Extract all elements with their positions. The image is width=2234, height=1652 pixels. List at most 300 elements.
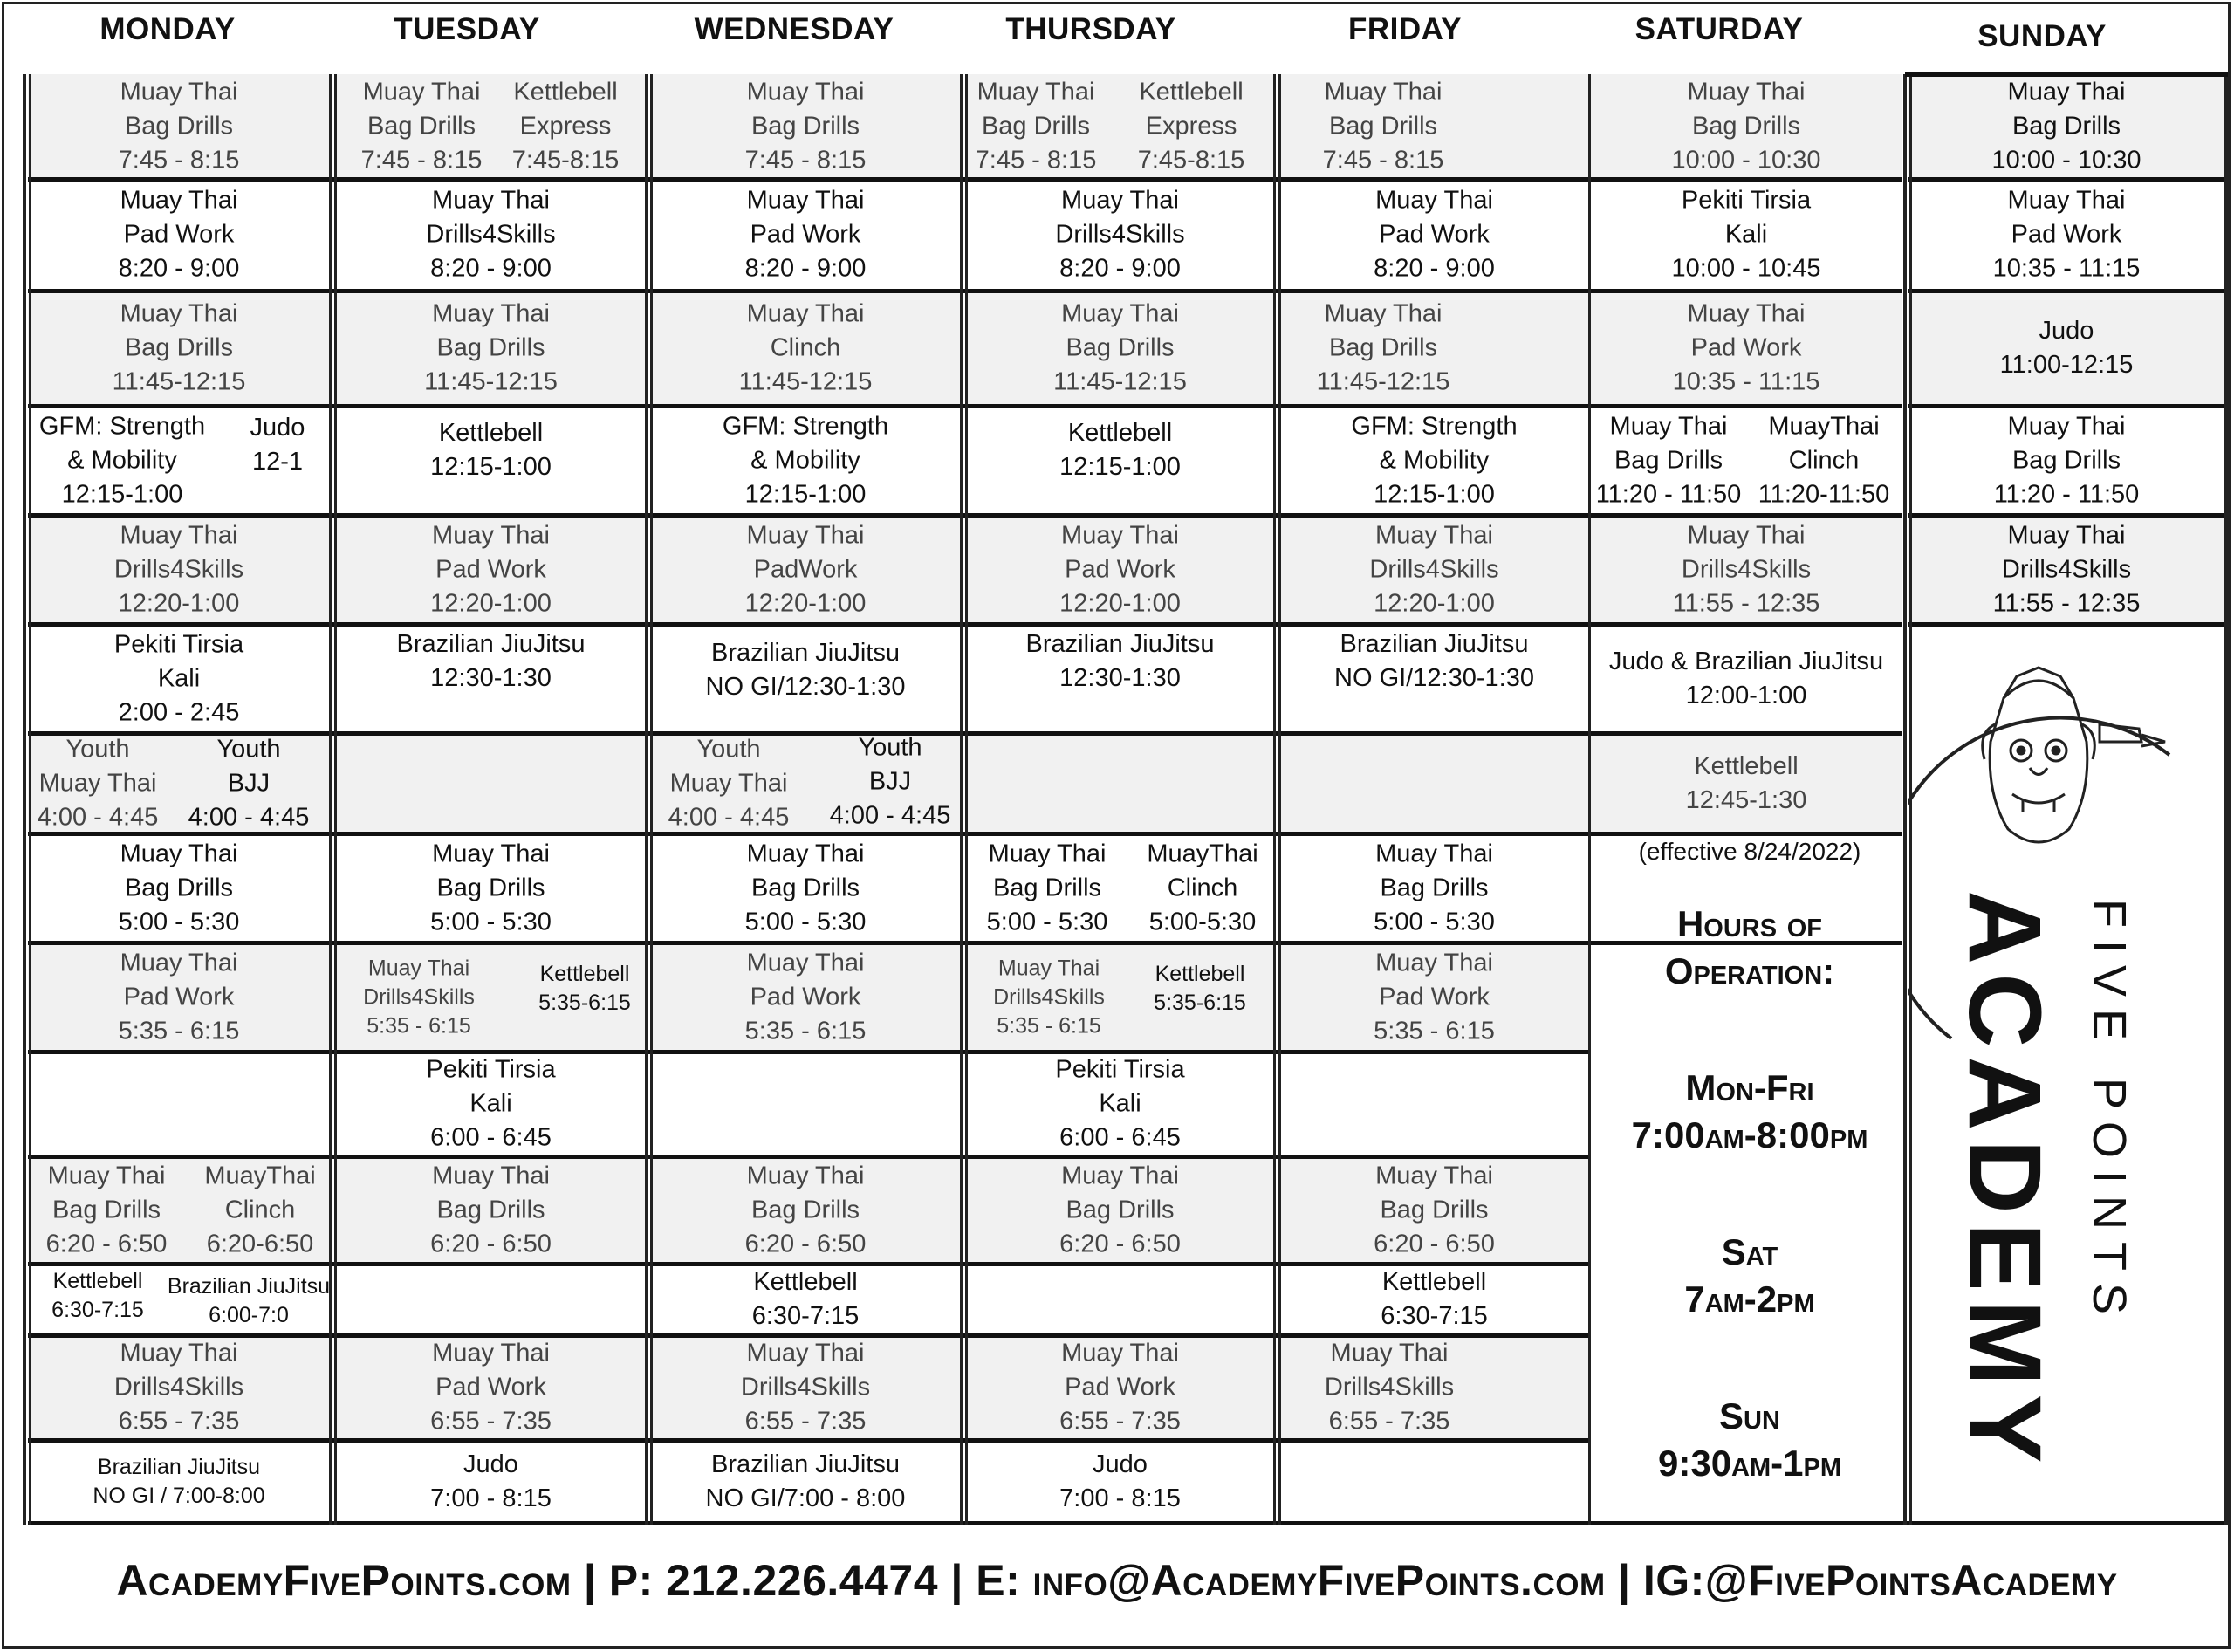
class-entry-sun bbox=[1992, 76, 2141, 178]
class-name: Muay Thai bbox=[1061, 1339, 1179, 1368]
class-entry-mon bbox=[119, 837, 240, 939]
class-entry-thu bbox=[1055, 1053, 1184, 1155]
class-time: 6:55 - 7:35 bbox=[430, 1407, 552, 1436]
class-name: Kettlebell bbox=[438, 418, 544, 447]
class-time: 11:45-12:15 bbox=[112, 367, 246, 396]
class-name: Brazilian JiuJitsu bbox=[167, 1274, 331, 1299]
class-time: 6:55 - 7:35 bbox=[1059, 1407, 1181, 1436]
class-entry-thu bbox=[1059, 1448, 1181, 1516]
column-divider bbox=[334, 74, 337, 1525]
class-time: 11:55 - 12:35 bbox=[1992, 589, 2141, 617]
class-entry-wed bbox=[752, 1265, 860, 1333]
class-time: 8:20 - 9:00 bbox=[118, 254, 240, 283]
class-name: Bag Drills bbox=[436, 874, 545, 901]
class-entry-tue bbox=[430, 518, 552, 620]
class-name: Muay Thai bbox=[362, 78, 481, 106]
class-name: Muay Thai bbox=[1609, 412, 1728, 440]
class-name: Brazilian JiuJitsu bbox=[97, 1454, 261, 1479]
class-name: Pekiti Tirsia bbox=[1055, 1055, 1185, 1084]
class-name: Muay Thai bbox=[746, 186, 865, 215]
class-name: Kettlebell bbox=[1067, 418, 1173, 447]
class-time: 12:30-1:30 bbox=[1059, 663, 1181, 692]
class-name: Muay Thai bbox=[367, 956, 470, 980]
row-divider bbox=[28, 622, 1588, 627]
row-divider bbox=[1590, 731, 1902, 736]
class-entry-wed bbox=[830, 730, 951, 833]
class-entry-mon bbox=[114, 518, 243, 620]
day-header-wednesday: WEDNESDAY bbox=[694, 12, 894, 46]
class-time: 5:35 - 6:15 bbox=[997, 1013, 1101, 1038]
class-entry-thu bbox=[1059, 518, 1181, 620]
hours-sat-time: 7am-2pm bbox=[1684, 1278, 1815, 1320]
class-entry-thu bbox=[1154, 960, 1246, 1018]
class-time: 12:15-1:00 bbox=[744, 480, 867, 508]
class-entry-tue bbox=[512, 76, 620, 178]
class-time: 11:20 - 11:50 bbox=[1595, 480, 1742, 508]
hours-sun-label: Sun bbox=[1719, 1395, 1780, 1436]
class-name: Kettlebell bbox=[1694, 751, 1799, 780]
class-entry-fri bbox=[1374, 184, 1495, 286]
class-time: 12:15-1:00 bbox=[1059, 452, 1181, 481]
brand-five-points: FIVE POINTS bbox=[2083, 899, 2135, 1327]
class-entry-sat bbox=[1686, 750, 1807, 818]
class-entry-tue bbox=[363, 954, 475, 1040]
class-name: Pad Work bbox=[750, 983, 861, 1011]
class-name: Muay Thai bbox=[38, 769, 157, 797]
class-entry-wed bbox=[745, 837, 867, 939]
class-name: & Mobility bbox=[67, 446, 177, 474]
class-entry-wed bbox=[745, 184, 867, 286]
class-entry-tue bbox=[424, 298, 558, 400]
class-name: Bag Drills bbox=[1328, 333, 1438, 362]
class-entry-wed bbox=[706, 636, 906, 704]
row-divider bbox=[1590, 622, 1902, 627]
class-time: 12:30-1:30 bbox=[430, 663, 552, 692]
class-entry-wed bbox=[745, 76, 867, 178]
class-entry-sat bbox=[1672, 76, 1821, 178]
class-name: Drills4Skills bbox=[740, 1373, 871, 1402]
class-name: Drills4Skills bbox=[426, 220, 556, 249]
class-name: Muay Thai bbox=[432, 1339, 550, 1368]
class-name: Kali bbox=[469, 1089, 512, 1118]
class-name: Muay Thai bbox=[746, 840, 865, 867]
class-name: Kali bbox=[1724, 220, 1768, 249]
class-time: 7:00 - 8:15 bbox=[1059, 1484, 1181, 1512]
class-entry-mon bbox=[93, 1453, 264, 1511]
class-entry-thu bbox=[987, 837, 1108, 939]
day-header-friday: FRIDAY bbox=[1347, 12, 1463, 46]
class-entry-tue bbox=[538, 960, 631, 1018]
class-name: Muay Thai bbox=[746, 299, 865, 328]
class-entry-sat bbox=[1609, 645, 1883, 713]
class-name: BJJ bbox=[868, 767, 912, 795]
class-name: Bag Drills bbox=[124, 112, 234, 141]
class-time: 12:15-1:00 bbox=[430, 452, 552, 481]
class-entry-wed bbox=[739, 298, 873, 400]
class-name: Muay Thai bbox=[120, 299, 238, 328]
class-entry-thu bbox=[993, 954, 1105, 1040]
class-name: Muay Thai bbox=[2007, 412, 2126, 440]
class-time: 2:00 - 2:45 bbox=[118, 698, 240, 726]
class-entry-sat bbox=[1672, 184, 1821, 286]
row-divider bbox=[1590, 404, 1902, 408]
class-name: Muay Thai bbox=[120, 949, 238, 977]
class-entry-mon bbox=[114, 627, 243, 730]
day-header-monday: MONDAY bbox=[99, 12, 236, 46]
class-entry-sun bbox=[1993, 184, 2141, 286]
class-time: 8:20 - 9:00 bbox=[1059, 254, 1181, 283]
class-name: Judo bbox=[2039, 317, 2094, 345]
class-name: Judo bbox=[250, 413, 305, 442]
row-divider bbox=[1908, 404, 2225, 408]
class-time: 5:35 - 6:15 bbox=[1374, 1017, 1495, 1045]
class-entry-fri bbox=[1374, 837, 1495, 939]
class-entry-fri bbox=[1381, 1265, 1488, 1333]
class-name: Muay Thai bbox=[1375, 840, 1493, 867]
hours-title-line1: Hours of bbox=[1676, 903, 1823, 944]
class-name: Kettlebell bbox=[513, 78, 618, 106]
column-divider bbox=[1278, 74, 1281, 1525]
class-entry-fri bbox=[1351, 409, 1517, 511]
class-name: Bag Drills bbox=[2011, 112, 2121, 141]
class-name: Bag Drills bbox=[992, 874, 1102, 901]
class-name: Muay Thai bbox=[977, 78, 1095, 106]
class-entry-mon bbox=[114, 1337, 243, 1439]
class-name: Bag Drills bbox=[1380, 874, 1489, 901]
row-shade bbox=[966, 733, 1274, 833]
class-name: Kettlebell bbox=[1155, 961, 1245, 986]
class-name: Bag Drills bbox=[750, 1196, 860, 1224]
effective-date: (effective 8/24/2022) bbox=[1638, 838, 1861, 865]
class-name: Pad Work bbox=[435, 555, 546, 583]
class-entry-thu bbox=[1059, 1337, 1181, 1439]
row-divider bbox=[28, 1050, 1588, 1054]
class-name: GFM: Strength bbox=[1351, 412, 1518, 440]
class-name: Drills4Skills bbox=[993, 984, 1105, 1009]
class-time: 11:45-12:15 bbox=[738, 367, 873, 396]
class-time: 4:00 - 4:45 bbox=[829, 801, 951, 829]
class-entry-wed bbox=[741, 1337, 870, 1439]
class-name: Bag Drills bbox=[1066, 1196, 1175, 1224]
class-entry-thu bbox=[1026, 627, 1215, 696]
class-name: Pad Work bbox=[1065, 1373, 1175, 1402]
class-name: GFM: Strength bbox=[38, 412, 206, 440]
row-divider bbox=[28, 404, 1588, 408]
column-divider bbox=[1273, 74, 1276, 1525]
class-time: 10:35 - 11:15 bbox=[1992, 254, 2141, 283]
class-time: 12:20-1:00 bbox=[1374, 589, 1495, 617]
class-entry-thu bbox=[976, 76, 1097, 178]
class-time: 6:20 - 6:50 bbox=[1374, 1230, 1495, 1258]
class-time: 12-1 bbox=[251, 447, 304, 476]
class-time: 12:15-1:00 bbox=[1374, 480, 1495, 508]
class-time: 6:30-7:15 bbox=[51, 1298, 144, 1322]
class-time: 5:35-6:15 bbox=[1154, 990, 1246, 1015]
class-name: Bag Drills bbox=[124, 874, 234, 901]
class-time: 8:20 - 9:00 bbox=[744, 254, 867, 283]
class-time: 10:00 - 10:30 bbox=[1991, 146, 2141, 175]
class-name: GFM: Strength bbox=[722, 412, 889, 440]
class-time: 5:35 - 6:15 bbox=[367, 1013, 471, 1038]
class-name: Muay Thai bbox=[746, 1162, 865, 1189]
class-time: 5:00 - 5:30 bbox=[986, 908, 1108, 936]
class-time: 8:20 - 9:00 bbox=[1374, 254, 1495, 283]
class-time: 11:55 - 12:35 bbox=[1672, 589, 1820, 617]
class-name: & Mobility bbox=[1379, 446, 1490, 474]
hours-of-operation bbox=[1590, 838, 1909, 1487]
day-header-saturday: SATURDAY bbox=[1634, 12, 1804, 46]
class-time: NO GI/7:00 - 8:00 bbox=[705, 1484, 906, 1512]
class-name: Pad Work bbox=[123, 983, 235, 1011]
class-entry-mon bbox=[168, 1272, 330, 1330]
class-name: Kali bbox=[157, 664, 201, 692]
class-entry-thu bbox=[1059, 1159, 1181, 1261]
class-entry-tue bbox=[397, 627, 586, 696]
row-divider bbox=[1590, 513, 1902, 518]
class-name: Muay Thai bbox=[1061, 299, 1179, 328]
day-header-thursday: THURSDAY bbox=[1005, 12, 1176, 46]
class-entry-tue bbox=[430, 1159, 552, 1261]
class-entry-fri bbox=[1334, 627, 1534, 696]
class-name: Pad Work bbox=[2011, 220, 2122, 249]
class-entry-wed bbox=[706, 1448, 906, 1516]
class-entry-thu bbox=[1138, 76, 1245, 178]
class-time: 8:20 - 9:00 bbox=[430, 254, 552, 283]
class-entry-tue bbox=[430, 1337, 552, 1439]
class-name: Pad Work bbox=[123, 220, 235, 249]
row-divider bbox=[28, 289, 1588, 293]
class-name: Muay Thai bbox=[1061, 1162, 1179, 1189]
column-divider bbox=[645, 74, 648, 1525]
hours-sun-time: 9:30am-1pm bbox=[1657, 1443, 1841, 1484]
class-entry-fri bbox=[1374, 946, 1495, 1048]
class-time: 5:35 - 6:15 bbox=[744, 1017, 867, 1045]
class-time: 6:20 - 6:50 bbox=[1059, 1230, 1181, 1258]
row-divider bbox=[28, 1155, 1588, 1159]
class-entry-mon bbox=[39, 409, 205, 511]
class-entry-sun bbox=[1993, 518, 2141, 620]
class-time: 11:45-12:15 bbox=[424, 367, 558, 396]
class-time: 5:00 - 5:30 bbox=[118, 908, 240, 936]
class-time: 7:45 - 8:15 bbox=[1322, 146, 1444, 175]
class-name: Bag Drills bbox=[1328, 112, 1438, 141]
class-entry-wed bbox=[745, 518, 867, 620]
class-name: Muay Thai bbox=[669, 769, 788, 797]
class-entry-fri bbox=[1374, 1159, 1495, 1261]
class-name: Muay Thai bbox=[47, 1162, 166, 1189]
class-name: Muay Thai bbox=[432, 186, 550, 215]
class-name: Youth bbox=[216, 735, 281, 763]
class-entry-fri bbox=[1317, 298, 1450, 400]
class-name: Judo bbox=[463, 1450, 518, 1478]
class-name: Pad Work bbox=[1065, 555, 1175, 583]
class-time: 6:55 - 7:35 bbox=[1328, 1407, 1450, 1436]
class-name: Kettlebell bbox=[539, 961, 630, 986]
class-time: 10:00 - 10:45 bbox=[1671, 254, 1821, 283]
class-name: BJJ bbox=[227, 769, 271, 797]
class-time: 12:45-1:30 bbox=[1685, 785, 1807, 814]
row-divider bbox=[1908, 622, 2225, 627]
class-time: 5:00 - 5:30 bbox=[744, 908, 867, 936]
class-time: NO GI / 7:00-8:00 bbox=[93, 1483, 265, 1508]
class-entry-sat bbox=[1758, 409, 1890, 511]
class-entry-mon bbox=[46, 1159, 168, 1261]
class-time: 5:00 - 5:30 bbox=[1374, 908, 1495, 936]
row-divider bbox=[1590, 289, 1902, 293]
class-name: Pad Work bbox=[1379, 983, 1490, 1011]
class-entry-thu bbox=[1147, 837, 1257, 939]
class-time: 5:35-6:15 bbox=[538, 990, 631, 1015]
class-name: Express bbox=[1145, 112, 1237, 141]
class-name: Bag Drills bbox=[367, 112, 476, 141]
class-entry-mon bbox=[113, 298, 246, 400]
class-time: 6:20 - 6:50 bbox=[744, 1230, 867, 1258]
class-entry-fri bbox=[1325, 1337, 1454, 1439]
class-name: Muay Thai bbox=[1330, 1339, 1449, 1368]
class-time: 4:00 - 4:45 bbox=[668, 803, 790, 831]
class-name: Muay Thai bbox=[120, 1339, 238, 1368]
class-name: Clinch bbox=[1788, 446, 1860, 474]
class-name: Drills4Skills bbox=[2001, 555, 2132, 583]
class-time: 11:45-12:15 bbox=[1316, 367, 1450, 396]
class-time: 6:30-7:15 bbox=[751, 1302, 860, 1330]
class-name: Kali bbox=[1099, 1089, 1141, 1118]
class-time: 10:00 - 10:30 bbox=[1671, 146, 1821, 175]
row-divider bbox=[1590, 832, 1902, 836]
class-name: Kettlebell bbox=[753, 1268, 858, 1296]
class-name: Drills4Skills bbox=[1369, 555, 1499, 583]
class-entry-tue bbox=[426, 184, 555, 286]
class-name: Muay Thai bbox=[432, 1162, 550, 1189]
class-name: Bag Drills bbox=[124, 333, 234, 362]
class-name: Clinch bbox=[770, 333, 841, 362]
class-time: 6:20-6:50 bbox=[206, 1230, 314, 1258]
class-name: Bag Drills bbox=[51, 1196, 161, 1224]
class-name: Kettlebell bbox=[1139, 78, 1244, 106]
class-name: PadWork bbox=[753, 555, 858, 583]
class-name: Bag Drills bbox=[981, 112, 1091, 141]
class-time: 6:55 - 7:35 bbox=[118, 1407, 240, 1436]
class-time: 6:30-7:15 bbox=[1381, 1302, 1488, 1330]
class-entry-mon bbox=[119, 946, 240, 1048]
class-time: 6:55 - 7:35 bbox=[744, 1407, 867, 1436]
class-time: 7:45 - 8:15 bbox=[744, 146, 867, 175]
class-name: Muay Thai bbox=[1324, 299, 1443, 328]
row-divider bbox=[28, 1521, 2225, 1525]
class-name: Express bbox=[519, 112, 612, 141]
class-entry-sat bbox=[1596, 409, 1742, 511]
class-name: Pad Work bbox=[750, 220, 861, 249]
class-entry-sun bbox=[2000, 314, 2134, 382]
class-name: Pekiti Tirsia bbox=[1681, 186, 1812, 215]
class-name: Bag Drills bbox=[1691, 112, 1801, 141]
class-entry-mon bbox=[204, 1159, 315, 1261]
class-time: 7:45 - 8:15 bbox=[975, 146, 1097, 175]
class-name: Pad Work bbox=[435, 1373, 546, 1402]
class-name: Muay Thai bbox=[1061, 186, 1179, 215]
footer-contact[interactable]: AcademyFivePoints.com | P: 212.226.4474 | E: info@AcademyFivePoints.com | IG:@FivePointsAcademy bbox=[116, 1556, 2118, 1605]
class-name: Pad Work bbox=[1690, 333, 1802, 362]
class-entry-thu bbox=[1055, 184, 1184, 286]
class-name: Muay Thai bbox=[1687, 299, 1806, 328]
class-entry-mon bbox=[51, 1267, 144, 1325]
class-time: 12:20-1:00 bbox=[118, 589, 240, 617]
row-divider bbox=[28, 513, 1588, 518]
class-name: Muay Thai bbox=[120, 186, 238, 215]
class-name: Muay Thai bbox=[2007, 186, 2126, 215]
class-name: Muay Thai bbox=[432, 840, 550, 867]
column-divider bbox=[965, 74, 968, 1525]
class-name: Brazilian JiuJitsu bbox=[711, 1450, 900, 1478]
class-entry-tue bbox=[430, 1448, 552, 1516]
class-entry-mon bbox=[119, 76, 240, 178]
class-name: Muay Thai bbox=[432, 299, 550, 328]
class-entry-sat bbox=[1673, 298, 1820, 400]
class-name: Muay Thai bbox=[746, 521, 865, 549]
class-name: Drills4Skills bbox=[363, 984, 475, 1009]
class-name: MuayThai bbox=[1768, 412, 1880, 440]
class-name: Judo bbox=[1093, 1450, 1148, 1478]
class-entry-mon bbox=[38, 732, 159, 834]
class-time: 12:20-1:00 bbox=[1059, 589, 1181, 617]
class-time: 12:20-1:00 bbox=[430, 589, 552, 617]
row-shade bbox=[336, 733, 646, 833]
class-entry-wed bbox=[745, 1159, 867, 1261]
class-entry-mon bbox=[250, 411, 305, 479]
class-time: NO GI/12:30-1:30 bbox=[705, 672, 906, 701]
class-entry-tue bbox=[426, 1053, 555, 1155]
class-name: Kettlebell bbox=[52, 1269, 143, 1293]
class-name: Muay Thai bbox=[746, 1339, 865, 1368]
class-name: Bag Drills bbox=[1066, 333, 1175, 362]
row-divider bbox=[28, 941, 1588, 945]
class-name: Youth bbox=[696, 735, 761, 763]
column-divider bbox=[960, 74, 963, 1525]
class-entry-thu bbox=[1059, 416, 1181, 484]
class-time: 12:20-1:00 bbox=[744, 589, 867, 617]
class-time: 7:45-8:15 bbox=[1137, 146, 1245, 175]
class-entry-fri bbox=[1369, 518, 1498, 620]
class-name: Muay Thai bbox=[1061, 521, 1179, 549]
hours-sat-label: Sat bbox=[1721, 1231, 1778, 1272]
column-divider bbox=[650, 74, 653, 1525]
class-name: Muay Thai bbox=[1687, 521, 1806, 549]
class-name: Kettlebell bbox=[1381, 1268, 1487, 1296]
class-name: Youth bbox=[858, 733, 922, 761]
class-entry-thu bbox=[1053, 298, 1187, 400]
class-time: 10:35 - 11:15 bbox=[1672, 367, 1820, 396]
class-time: 5:00-5:30 bbox=[1148, 908, 1257, 936]
class-name: Drills4Skills bbox=[113, 1373, 244, 1402]
class-entry-wed bbox=[668, 732, 790, 834]
class-name: Pekiti Tirsia bbox=[426, 1055, 556, 1084]
class-name: Muay Thai bbox=[2007, 78, 2126, 106]
class-time: 6:00-7:0 bbox=[209, 1303, 289, 1327]
class-name: Brazilian JiuJitsu bbox=[396, 629, 586, 658]
class-entry-wed bbox=[745, 946, 867, 1048]
row-divider bbox=[1908, 289, 2225, 293]
class-entry-tue bbox=[430, 837, 552, 939]
class-time: 6:20 - 6:50 bbox=[45, 1230, 168, 1258]
class-name: Drills4Skills bbox=[1055, 220, 1185, 249]
class-name: Muay Thai bbox=[1375, 186, 1493, 215]
class-time: 7:45 - 8:15 bbox=[360, 146, 483, 175]
class-time: 6:00 - 6:45 bbox=[430, 1123, 552, 1152]
class-name: Muay Thai bbox=[120, 521, 238, 549]
class-entry-fri bbox=[1323, 76, 1444, 178]
class-name: Muay Thai bbox=[746, 949, 865, 977]
brand-academy: ACADEMY bbox=[1947, 890, 2062, 1472]
